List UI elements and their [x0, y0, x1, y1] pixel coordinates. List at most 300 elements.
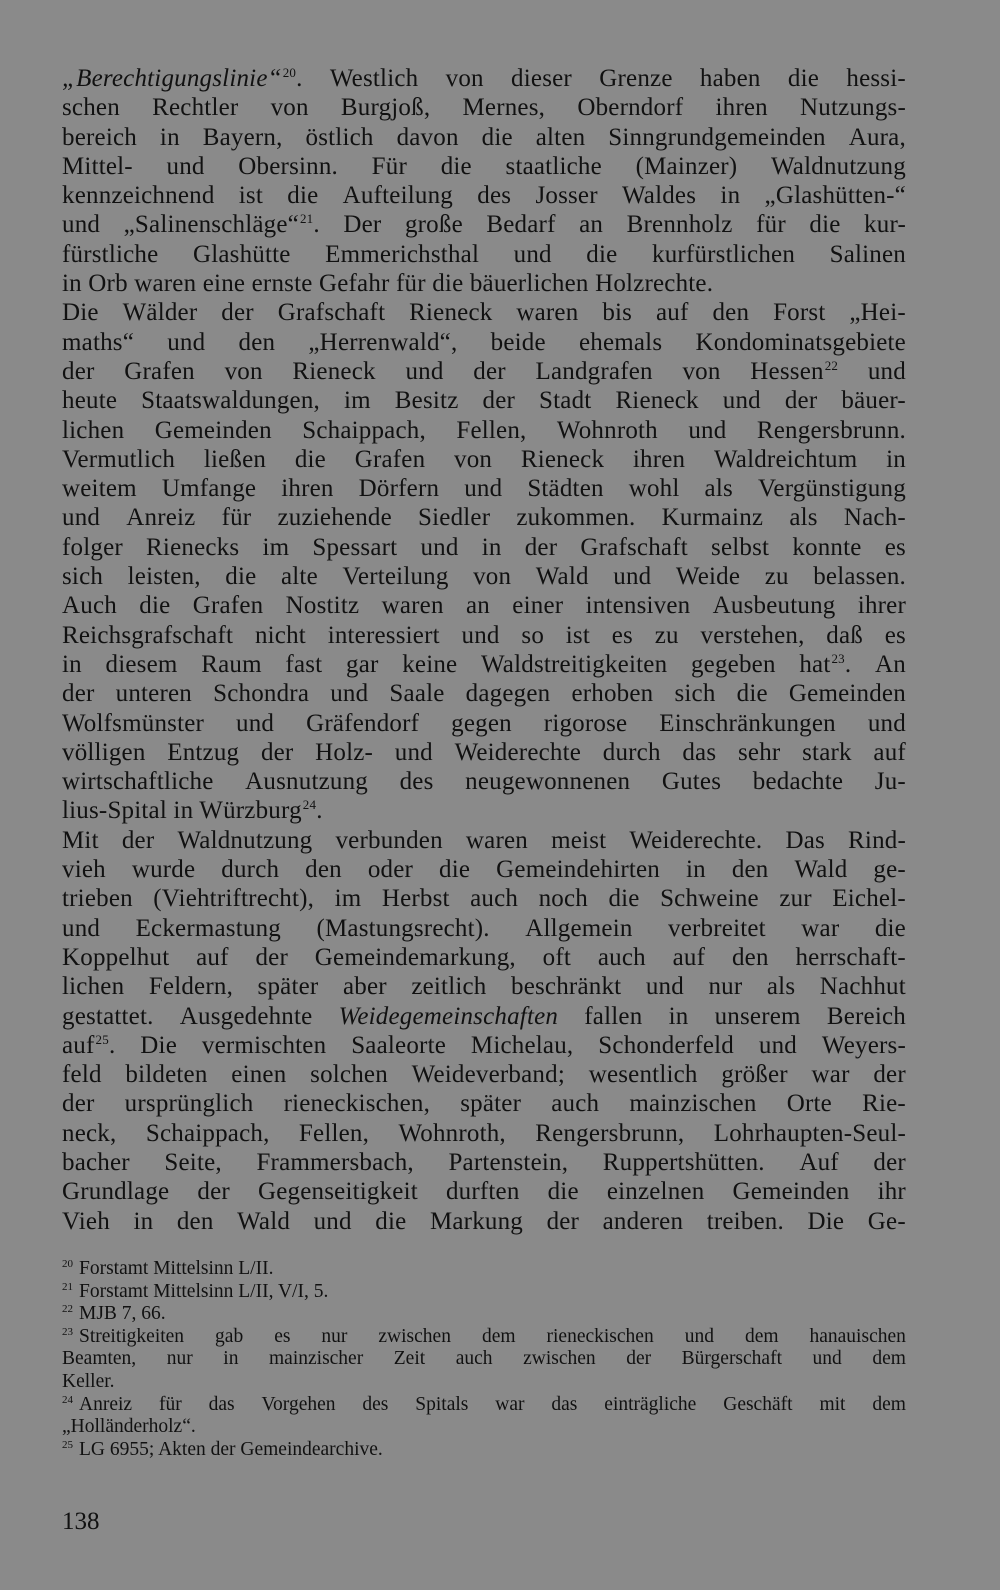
text-span: . [313, 211, 320, 239]
footnote-text: einträgliche [604, 1393, 697, 1415]
word: Das [785, 826, 825, 854]
word: auf [196, 943, 229, 971]
word: durften [445, 1178, 520, 1206]
text-line [62, 298, 906, 327]
word: und [420, 533, 459, 561]
text-line [62, 1031, 906, 1060]
text-line [62, 826, 906, 855]
word: Markung [429, 1207, 524, 1235]
word: die [586, 240, 618, 268]
word: Waldnutzung [177, 826, 313, 854]
word [481, 650, 667, 679]
word: Waldnutzung [771, 152, 906, 180]
word [378, 1326, 451, 1349]
word: kurfürstlichen [652, 240, 796, 268]
word: Gemeinden [732, 1178, 850, 1206]
footnote-text: Spitals [415, 1393, 469, 1415]
word: Grafen [354, 445, 426, 473]
text-line [62, 972, 906, 1001]
text-line [62, 591, 906, 620]
word: beide [490, 328, 546, 356]
text-line [62, 416, 906, 445]
word: bäuer- [841, 387, 906, 415]
word [351, 1031, 446, 1060]
word: in [685, 856, 706, 884]
word: Holz- [315, 738, 374, 766]
word: Feldern, [148, 973, 234, 1001]
text-line [62, 709, 906, 738]
word: ihren [632, 445, 686, 473]
word: Wald [535, 563, 589, 591]
text-span: Hessen [750, 357, 824, 385]
text-span: die [809, 211, 841, 239]
word: Siedler [418, 504, 491, 532]
word: Wald [794, 856, 848, 884]
word: Gemeindemarkung, [314, 943, 516, 971]
word: zuziehende [277, 504, 392, 532]
word: zeitlich [411, 973, 487, 1001]
text-span: in [668, 1002, 689, 1030]
word: in [481, 533, 502, 561]
text-line [62, 650, 906, 679]
word: Rieneck [520, 445, 605, 473]
word: Herbst [381, 885, 450, 913]
footnote-continued: „Holländerholz“. [62, 1416, 196, 1438]
word: der [873, 1061, 906, 1089]
word [140, 1031, 177, 1060]
word: es [884, 621, 906, 649]
word: Bayern, [202, 123, 283, 151]
word: Emmerichsthal [325, 240, 480, 268]
word [346, 650, 379, 679]
text-span: gestattet. [62, 1002, 154, 1030]
word: Rengersbrunn. [756, 416, 906, 444]
word: Glashütte [192, 240, 291, 268]
word: Rieneck [615, 387, 699, 415]
text-span: . [108, 1031, 116, 1059]
word: Dörfern [358, 475, 440, 503]
text-span: die [787, 65, 820, 92]
footnote-ref[interactable]: 21 [299, 211, 314, 227]
word: Salinen [829, 240, 906, 268]
footnote-text: Vorgehen [261, 1393, 336, 1415]
word: schen [62, 94, 120, 122]
word [402, 650, 457, 679]
word [799, 650, 851, 679]
word: Ruppertshütten. [602, 1148, 765, 1176]
word: Saale [389, 680, 445, 708]
word [868, 357, 906, 386]
word [330, 64, 418, 93]
footnote-text: Forstamt Mittelsinn L/II. [79, 1258, 274, 1279]
word [180, 1002, 313, 1031]
footnote-ref[interactable]: 22 [824, 357, 839, 373]
word: mainzischen [629, 1090, 757, 1118]
word: Weideverband; [411, 1061, 565, 1089]
text-span: kur- [864, 211, 906, 239]
text-span: und [867, 357, 906, 385]
word: dem [872, 1348, 906, 1370]
text-span: große [404, 211, 463, 239]
word: vieh [62, 856, 106, 884]
word: bis [602, 299, 633, 327]
word: belassen. [813, 563, 906, 591]
word: maths“ [62, 328, 135, 356]
footnote-text: rieneckischen [546, 1325, 654, 1347]
word: Beamten, [62, 1348, 137, 1370]
word [486, 210, 555, 239]
word: Gegenseitigkeit [257, 1178, 418, 1206]
word: „Herrenwald“, [308, 328, 458, 356]
text-span: Der [343, 211, 382, 239]
text-line [62, 240, 906, 269]
word: sich [62, 563, 104, 591]
word [471, 1031, 573, 1060]
word: verbunden [335, 826, 443, 854]
text-span: diesem [105, 650, 178, 678]
word: intensiven [585, 592, 691, 620]
word: war [811, 1061, 850, 1089]
word: an [465, 592, 490, 620]
word: die [736, 680, 768, 708]
text-span: fast [285, 650, 323, 678]
word: (Viehtriftrecht), [153, 885, 315, 913]
word: Aura, [848, 123, 906, 151]
word: leisten, [127, 563, 201, 591]
word: Forst [773, 299, 826, 327]
word: (Mastungsrecht). [316, 914, 490, 942]
word: gegen [451, 709, 512, 737]
word: Weiderechte [454, 738, 582, 766]
word: bacher [62, 1148, 130, 1176]
word [292, 357, 375, 386]
word: (Mainzer) [635, 152, 738, 180]
word: neugewonnenen [465, 768, 631, 796]
word [809, 210, 840, 239]
word: Schaippach, [145, 1119, 270, 1147]
word: von [454, 445, 493, 473]
word: selbst [711, 533, 770, 561]
word: auch [470, 885, 519, 913]
footnote-ref[interactable]: 23 [831, 650, 845, 666]
footnote-ref[interactable]: 24 [302, 797, 317, 813]
footnote [62, 1281, 906, 1304]
word [415, 1394, 468, 1417]
word [274, 1326, 290, 1349]
footnote-number: 22 [62, 1303, 73, 1316]
word: Bürgerschaft [681, 1348, 782, 1370]
word: erhoben [571, 680, 654, 708]
text-line [62, 123, 906, 152]
text-line [62, 503, 906, 532]
footnotes [62, 1258, 906, 1461]
word: und [166, 152, 205, 180]
word: lichen [62, 973, 125, 1001]
word [62, 357, 95, 386]
footnote [62, 1326, 906, 1349]
word: den [176, 1207, 214, 1235]
text-span: fallen [584, 1002, 643, 1030]
word: Wolfsmünster [62, 709, 205, 737]
footnote [62, 1303, 906, 1326]
word: rieneckischen, [283, 1090, 431, 1118]
word: zukommen. [516, 504, 636, 532]
word: der [546, 1207, 580, 1235]
word: in [886, 445, 906, 473]
word: und [613, 563, 652, 591]
word: Partenstein, [448, 1148, 569, 1176]
word [215, 1326, 243, 1349]
word: zur [779, 885, 812, 913]
word: ließen [203, 445, 267, 473]
word: ursprünglich [124, 1090, 254, 1118]
footnote-text: gab [215, 1325, 244, 1347]
word: „Glashütten-“ [764, 182, 906, 210]
text-span: Brennholz [626, 211, 733, 239]
word: stark [802, 738, 852, 766]
word: Reichsgrafschaft [62, 621, 234, 649]
text-span: Grenze [599, 65, 673, 92]
text-span: An [875, 650, 906, 678]
word: aber [342, 973, 387, 1001]
word: ist [565, 621, 591, 649]
word: Rechtler [152, 94, 239, 122]
word: Weide [675, 563, 741, 591]
word: in [720, 182, 741, 210]
word: auf [672, 943, 706, 971]
word: sehr [737, 738, 781, 766]
word: ihr [877, 1178, 906, 1206]
word [579, 210, 603, 239]
word: Grafschaft [580, 533, 688, 561]
word: beschränkt [511, 973, 622, 1001]
word: und [167, 328, 206, 356]
text-span: von [682, 357, 721, 385]
text-span: der [473, 357, 506, 385]
footnote-text: dem [872, 1393, 906, 1415]
text-span: Saaleorte [351, 1031, 447, 1059]
text-span: . [844, 650, 852, 678]
word: Umfange [161, 475, 257, 503]
word: Gutes [661, 768, 722, 796]
word: als [766, 973, 796, 1001]
word: Wohnroth [556, 416, 658, 444]
word: auf [873, 738, 906, 766]
word: der [255, 943, 288, 971]
word: davon [396, 123, 459, 151]
word: die [439, 856, 471, 884]
text-line [62, 1148, 906, 1177]
text-line [62, 855, 906, 884]
word: und [461, 621, 500, 649]
text-line [62, 357, 906, 386]
word: wirtschaftliche [62, 768, 214, 796]
word: Verteilung [342, 563, 449, 591]
footnote-text: das [208, 1393, 235, 1415]
word [202, 1031, 326, 1060]
text-span: Bedarf [486, 211, 556, 239]
word [62, 650, 82, 679]
word [864, 210, 906, 239]
word: Schweine [660, 885, 759, 913]
word [62, 1326, 184, 1349]
word: trieben [62, 885, 133, 913]
word: und [867, 709, 906, 737]
word: des [399, 768, 434, 796]
word: in [133, 1207, 154, 1235]
word: unteren [115, 680, 192, 708]
footnote-text: LG 6955; Akten der Gemeindearchive. [79, 1438, 383, 1460]
word: Einschränkungen [659, 709, 836, 737]
word: Burgjoß, [340, 94, 431, 122]
word: Auch [62, 592, 117, 620]
word: zu [764, 563, 789, 591]
word [715, 1002, 801, 1031]
footnote-text: dem [481, 1325, 516, 1347]
text-span: Bereich [826, 1002, 906, 1030]
word: die [225, 563, 257, 591]
word: des [477, 182, 512, 210]
word: Frammersbach, [256, 1148, 414, 1176]
text-span: der [62, 357, 95, 385]
word [822, 1031, 906, 1060]
word: lichen [62, 416, 125, 444]
word: der [121, 826, 155, 854]
word: den [712, 299, 750, 327]
word: Fellen, [456, 416, 527, 444]
word: bedachte [752, 768, 844, 796]
text-span: in [62, 650, 82, 678]
word [551, 1394, 577, 1417]
word: feld [62, 1061, 102, 1089]
word: nur [166, 1348, 193, 1370]
word: Vermutlich [62, 445, 176, 473]
word: konnte [792, 533, 862, 561]
word: Gemeindehirten [496, 856, 661, 884]
word: waren [381, 592, 444, 620]
footnote-ref[interactable]: 25 [95, 1031, 109, 1047]
footnote-text: Anreiz [79, 1393, 133, 1415]
text-span: hat [799, 650, 831, 678]
text-line [62, 64, 906, 93]
text-span: Weyers- [821, 1031, 906, 1059]
word: alten [535, 123, 586, 151]
word: durch [602, 738, 661, 766]
word [124, 210, 320, 239]
word: Weiderechte. [629, 826, 763, 854]
word: Gemeinden [788, 680, 906, 708]
word: Gemeinden [154, 416, 272, 444]
footnote-text: war [495, 1393, 525, 1415]
word [700, 64, 761, 93]
word: im [334, 885, 362, 913]
word: Ge- [867, 1207, 906, 1235]
word: als [789, 504, 818, 532]
word: der [221, 299, 254, 327]
text-line [62, 1207, 906, 1236]
word: verstehen, [700, 621, 805, 649]
word [339, 1002, 558, 1031]
word [846, 64, 906, 93]
text-line: in Orb waren eine ernste Gefahr für die bäuerlichen Holzrechte. [62, 270, 714, 298]
text-span: von [224, 357, 263, 385]
word: der [524, 533, 558, 561]
text-span: dieser [511, 65, 572, 92]
word: Stadt [539, 387, 592, 415]
text-line [62, 1119, 906, 1148]
word: Koppelhut [62, 943, 170, 971]
footnote [62, 1258, 906, 1281]
word: den [731, 856, 769, 884]
word: der [482, 387, 516, 415]
word [599, 64, 672, 93]
word: Kondominatsgebiete [695, 328, 906, 356]
word: wesentlich [588, 1061, 698, 1089]
word: so [521, 621, 545, 649]
footnote-number: 24 [62, 1393, 73, 1406]
word: Vergünstigung [757, 475, 906, 503]
word [124, 357, 195, 386]
text-span: für [756, 211, 786, 239]
word: Staatswaldungen, [141, 387, 320, 415]
word: oder [367, 856, 414, 884]
word [159, 1394, 182, 1417]
word: und [330, 680, 369, 708]
word: als [704, 475, 733, 503]
text-line [62, 884, 906, 913]
italic-term: „Berechtigungslinie“ [62, 65, 282, 92]
word [584, 1002, 642, 1031]
footnote-text: das [551, 1393, 578, 1415]
text-line [62, 562, 906, 591]
footnote-ref[interactable]: 20 [282, 65, 297, 80]
footnote [62, 1394, 906, 1417]
text-span: lius-Spital in Würzburg [62, 797, 302, 825]
text-span: keine [402, 650, 458, 678]
word [405, 357, 443, 386]
text-line [62, 1002, 906, 1031]
word: oft [542, 943, 572, 971]
word: Nutzungs- [800, 94, 906, 122]
word: der [260, 738, 294, 766]
word: der [784, 387, 818, 415]
word: nicht [254, 621, 306, 649]
word: Spessart [312, 533, 398, 561]
word: Ausnutzung [245, 768, 368, 796]
word: einen [231, 1061, 287, 1089]
word: der [62, 1090, 95, 1118]
word: und [812, 1348, 842, 1370]
word: Mernes, [462, 94, 546, 122]
word: mainzischer [269, 1348, 364, 1370]
text-span: Landgrafen [535, 357, 653, 385]
word [62, 210, 100, 239]
word: Oberndorf [577, 94, 684, 122]
footnote-text: Streitigkeiten [79, 1325, 185, 1347]
word: die [375, 1207, 407, 1235]
footnote-text: Geschäft [723, 1393, 793, 1415]
word: es [611, 621, 633, 649]
word: Grundlage [62, 1178, 170, 1206]
footnote-number: 21 [62, 1280, 73, 1293]
word: Lohrhaupten-Seul- [713, 1119, 906, 1147]
footnote-text: für [158, 1393, 182, 1415]
word: im [344, 387, 371, 415]
word: Mittel- [62, 152, 133, 180]
word: und [62, 914, 101, 942]
text-line [62, 210, 906, 239]
word: nur [708, 973, 743, 1001]
